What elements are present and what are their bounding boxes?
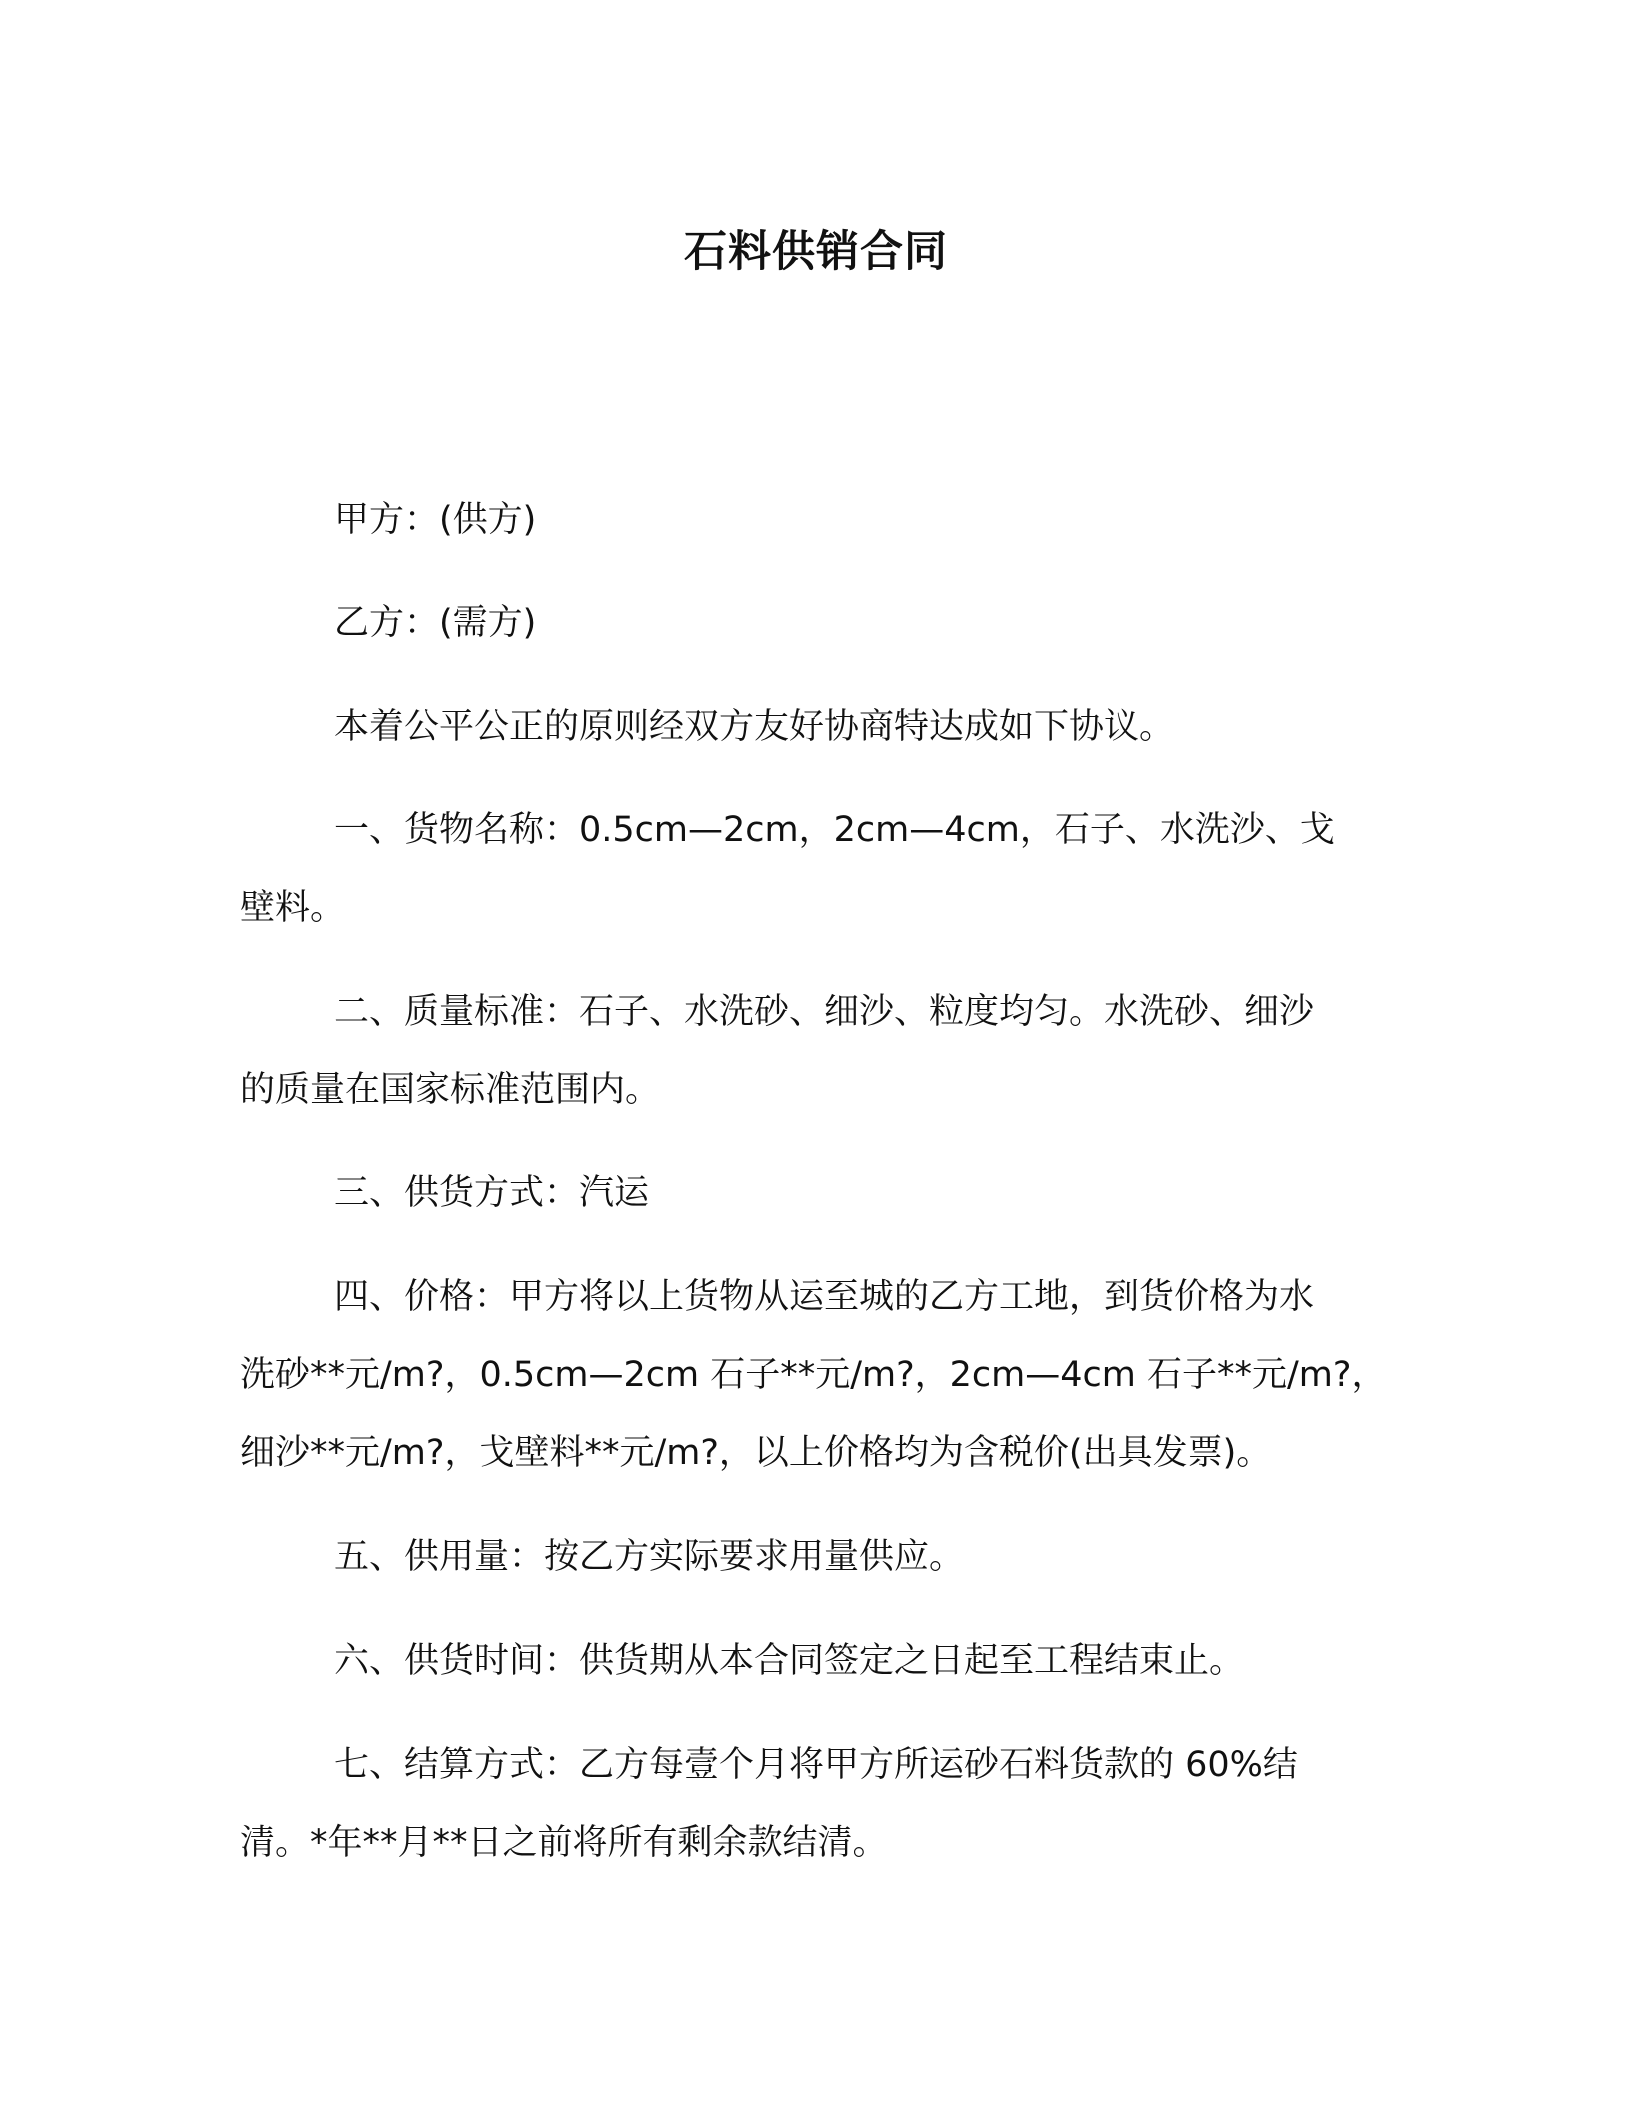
party-b-line: 乙方：(需方) <box>334 603 537 643</box>
clause-1-line-1: 一、货物名称：0.5cm—2cm，2cm—4cm，石子、水洗沙、戈 <box>334 810 1335 850</box>
clause-1-line-2: 壁料。 <box>240 888 346 928</box>
clause-5-line: 五、供用量：按乙方实际要求用量供应。 <box>334 1537 965 1577</box>
clause-4-line-1: 四、价格：甲方将以上货物从运至城的乙方工地，到货价格为水 <box>334 1277 1315 1317</box>
clause-7-line-2: 清。*年**月**日之前将所有剩余款结清。 <box>240 1823 888 1863</box>
clause-2-line-1: 二、质量标准：石子、水洗砂、细沙、粒度均匀。水洗砂、细沙 <box>334 992 1315 1032</box>
clause-3-line: 三、供货方式：汽运 <box>334 1173 650 1213</box>
clause-4-line-2: 洗砂**元/m?，0.5cm—2cm 石子**元/m?，2cm—4cm 石子**元/m?， <box>240 1355 1387 1395</box>
document-title: 石料供销合同 <box>684 227 948 277</box>
preamble-line: 本着公平公正的原则经双方友好协商特达成如下协议。 <box>334 707 1175 747</box>
clause-2-line-2: 的质量在国家标准范围内。 <box>240 1070 661 1110</box>
clause-4-line-3: 细沙**元/m?，戈壁料**元/m?，以上价格均为含税价(出具发票)。 <box>240 1433 1272 1473</box>
clause-6-line: 六、供货时间：供货期从本合同签定之日起至工程结束止。 <box>334 1641 1245 1681</box>
party-a-line: 甲方：(供方) <box>334 500 537 540</box>
clause-7-line-1: 七、结算方式：乙方每壹个月将甲方所运砂石料货款的 60%结 <box>334 1745 1298 1785</box>
